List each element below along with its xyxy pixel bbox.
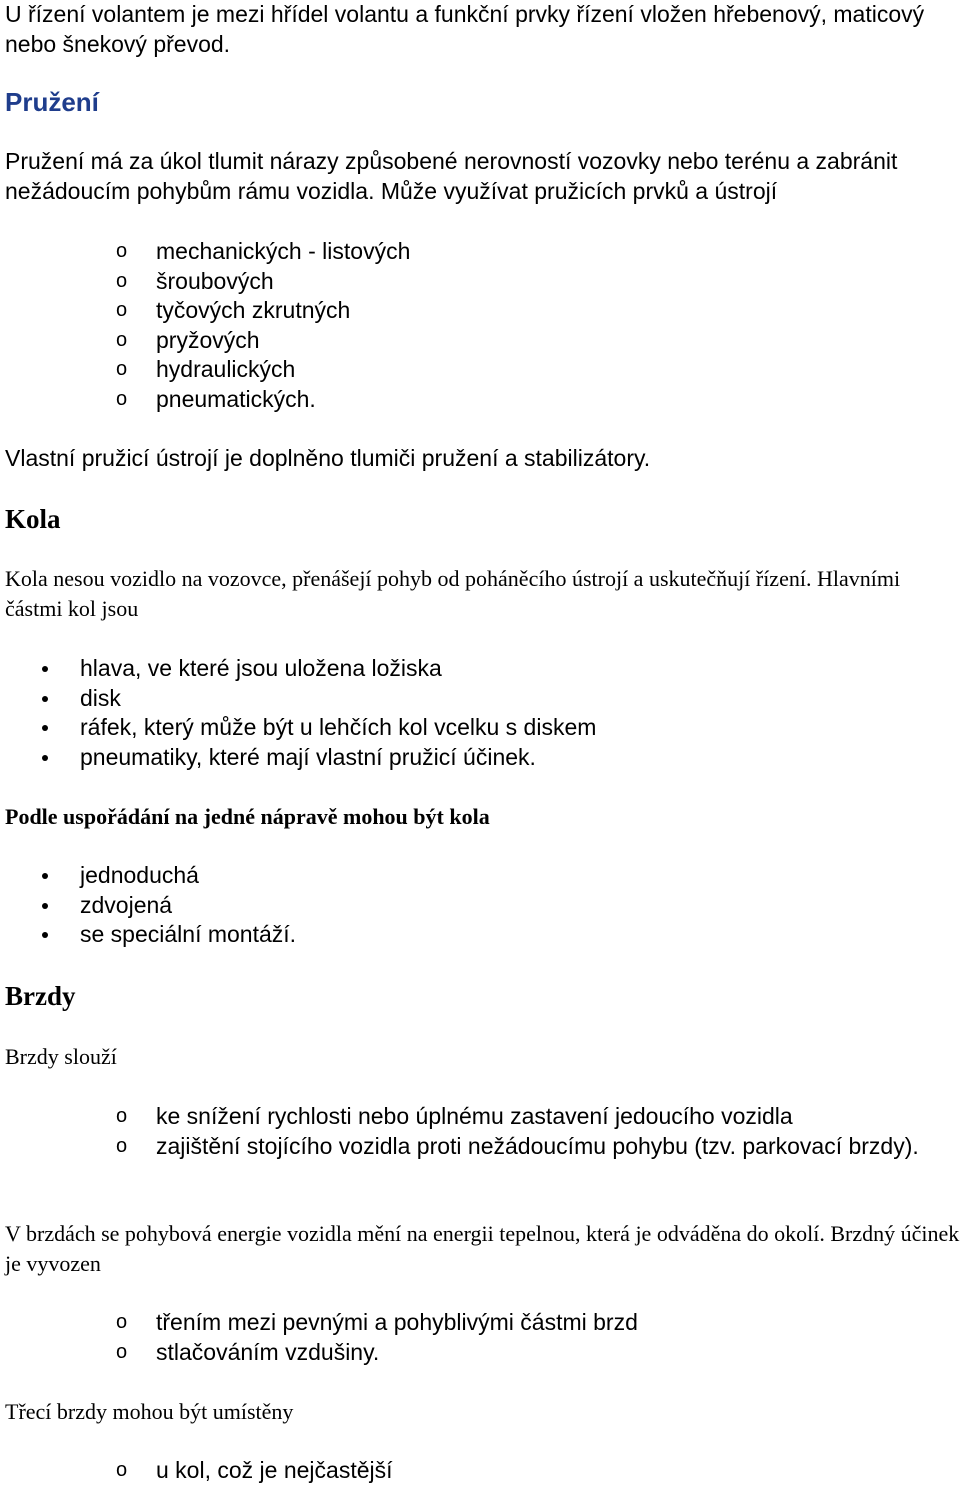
list-item <box>5 1132 925 1162</box>
list-item-text: hlava, ve které jsou uložena ložiska <box>80 655 442 681</box>
list-item-text: ke snížení rychlosti nebo úplnému zastavení jedoucího vozidla <box>156 1103 793 1129</box>
brzdy-energy-paragraph: V brzdách se pohybová energie vozidla mění na energii tepelnou, která je odváděna do okolí. Brzdný účinek je vyvozen <box>5 1221 960 1276</box>
list-marker: o <box>116 1311 128 1333</box>
list-item <box>5 1308 905 1338</box>
brzdy-placement-list <box>5 1456 905 1486</box>
list-item-text: disk <box>80 684 121 711</box>
list-item <box>5 267 905 297</box>
list-item <box>5 743 905 773</box>
bullet-icon <box>42 666 48 672</box>
list-marker: o <box>116 1105 128 1127</box>
list-item <box>5 355 905 385</box>
list-item <box>5 237 905 267</box>
list-item-text: pneumatických. <box>156 385 316 412</box>
list-marker: o <box>116 299 128 321</box>
list-marker: o <box>116 1459 128 1481</box>
list-item <box>5 1102 925 1132</box>
brzdy-effect-list <box>5 1308 905 1367</box>
list-item-text: u kol, což je nejčastější <box>156 1457 393 1483</box>
list-item-text: hydraulických <box>156 356 296 382</box>
kola-parts-list <box>5 654 905 772</box>
list-item <box>5 891 905 921</box>
list-item <box>5 1456 905 1486</box>
list-item <box>5 385 905 415</box>
list-item-text: zdvojená <box>80 891 173 918</box>
bullet-icon <box>42 725 48 731</box>
brzdy-placement-intro: Třecí brzdy mohou být umístěny <box>5 1399 294 1424</box>
bullet-icon <box>42 932 48 938</box>
list-marker: o <box>116 1340 128 1363</box>
list-marker: o <box>116 1134 128 1157</box>
list-item <box>5 1338 905 1368</box>
list-item <box>5 296 905 326</box>
pruzeni-closing: Vlastní pružicí ústrojí je doplněno tlumiči pružení a stabilizátory. <box>5 445 651 471</box>
list-item <box>5 654 905 684</box>
list-item <box>5 920 905 950</box>
brzdy-intro: Brzdy slouží <box>5 1044 117 1069</box>
bullet-icon <box>42 873 48 879</box>
intro-paragraph: U řízení volantem je mezi hřídel volantu a funkční prvky řízení vložen hřebenový, maticový nebo šnekový převod. <box>5 1 925 57</box>
list-item-text: ráfek, který může být u lehčích kol vcelku s diskem <box>80 714 597 740</box>
list-item-text: šroubových <box>156 267 274 294</box>
section-heading-kola: Kola <box>5 504 61 534</box>
list-marker: o <box>116 328 128 351</box>
bullet-icon <box>42 696 48 702</box>
section-heading-pruzeni: Pružení <box>5 87 99 117</box>
brzdy-purpose-list <box>5 1102 925 1161</box>
list-item-text: pryžových <box>156 326 260 353</box>
list-item-text: zajištění stojícího vozidla proti nežádoucímu pohybu (tzv. parkovací brzdy). <box>156 1132 919 1159</box>
list-item-text: jednoduchá <box>80 862 199 888</box>
pruzeni-paragraph: Pružení má za úkol tlumit nárazy způsobené nerovností vozovky nebo terénu a zabránit nežádoucím pohybům rámu vozidla. Může využívat pružicích prvků a ústrojí <box>5 148 898 204</box>
bullet-icon <box>42 755 48 761</box>
section-heading-brzdy: Brzdy <box>5 981 76 1011</box>
list-item-text: pneumatiky, které mají vlastní pružicí účinek. <box>80 743 536 770</box>
kola-paragraph: Kola nesou vozidlo na vozovce, přenášejí pohyb od poháněcího ústrojí a uskutečňují řízení. Hlavními částmi kol jsou <box>5 566 901 621</box>
pruzeni-types-list <box>5 237 905 414</box>
list-item-text: se speciální montáží. <box>80 921 297 947</box>
kola-arrangement-list <box>5 861 905 950</box>
list-marker: o <box>116 358 128 380</box>
list-item <box>5 861 905 891</box>
list-item <box>5 326 905 356</box>
list-item-text: tyčových zkrutných <box>156 297 351 323</box>
list-marker: o <box>116 387 128 410</box>
list-item-text: mechanických - listových <box>156 238 411 264</box>
kola-arrangement-heading: Podle uspořádání na jedné nápravě mohou být kola <box>5 804 490 829</box>
list-item-text: třením mezi pevnými a pohyblivými částmi brzd <box>156 1309 638 1335</box>
list-item-text: stlačováním vzdušiny. <box>156 1338 380 1365</box>
list-marker: o <box>116 269 128 292</box>
list-item <box>5 684 905 714</box>
list-marker: o <box>116 240 128 262</box>
bullet-icon <box>42 903 48 909</box>
list-item <box>5 713 905 743</box>
